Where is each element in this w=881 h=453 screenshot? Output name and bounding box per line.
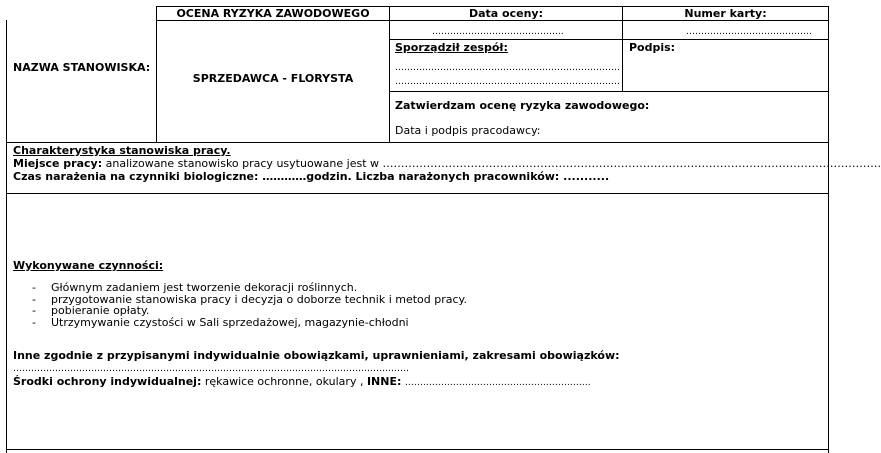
position-value: SPRZEDAWCA - FLORYSTA [192,72,354,85]
card-field[interactable]: …………………………………… [686,27,812,37]
ppe-line [13,375,591,390]
approve-label: Zatwierdzam ocenę ryzyka zawodowego: [395,99,650,112]
list-item: - Głównym zadaniem jest tworzenie dekoracji roślinnych. [32,281,358,294]
border-section-bottom [6,449,829,450]
workplace-text: analizowane stanowisko pracy usytuowane jest w ………………………………………………………………………………………………………………………. [105,157,881,170]
border-row1 [156,20,829,21]
workplace-line [13,157,881,170]
activities-heading: Wykonywane czynności: [13,259,164,272]
border-mid-header [389,6,390,143]
assessment-title: OCENA RYZYKA ZAWODOWEGO [176,7,370,20]
position-label: NAZWA STANOWISKA: [13,61,151,74]
border-header-bottom [6,142,829,143]
border-char-bottom [6,193,829,194]
list-item: - przygotowanie stanowiska pracy i decyzja o doborze technik i metod pracy. [32,292,467,306]
card-label: Numer karty: [684,7,767,20]
border-team-bottom [389,91,829,92]
signature-label: Podpis: [629,41,676,54]
characteristics-heading: Charakterystyka stanowiska pracy. [13,144,231,157]
list-item: - Utrzymywanie czystości w Sali sprzedażowej, magazynie-chłodni [32,315,409,329]
border-team-top [389,39,829,40]
border-right-outer [828,6,829,453]
list-item: - pobieranie opłaty. [32,304,150,317]
date-field[interactable]: …………………………………….. [432,27,564,37]
team-label: Sporządził zespół: [395,41,508,54]
team-field-2[interactable]: ………………………………………………………………… [395,77,620,87]
team-field-1[interactable]: ………………………………………………………………… [395,63,620,73]
ppe-label: Środki ochrony indywidualnej: [13,375,202,388]
ppe-text: rękawice ochronne, okulary , [204,375,364,388]
exposure-line: Czas narażenia na czynniki biologiczne: …………godzin. Liczba narażonych pracowników: ........... [13,170,610,183]
other-duties-label: Inne zgodnie z przypisanymi indywidualnie obowiązkami, uprawnieniami, zakresami obowiązków: [13,349,620,362]
employer-signature-label: Data i podpis pracodawcy: [395,124,541,137]
border-left-outer [6,20,7,453]
workplace-label: Miejsce pracy: [13,157,103,170]
activities-list [13,282,467,328]
ppe-other-label: INNE: [366,375,402,388]
ppe-other-field[interactable]: …………………………………………………….. [404,378,591,388]
other-duties-field[interactable]: …………………………………………………………………………………………………………………… [13,364,409,374]
date-label: Data oceny: [468,7,543,20]
